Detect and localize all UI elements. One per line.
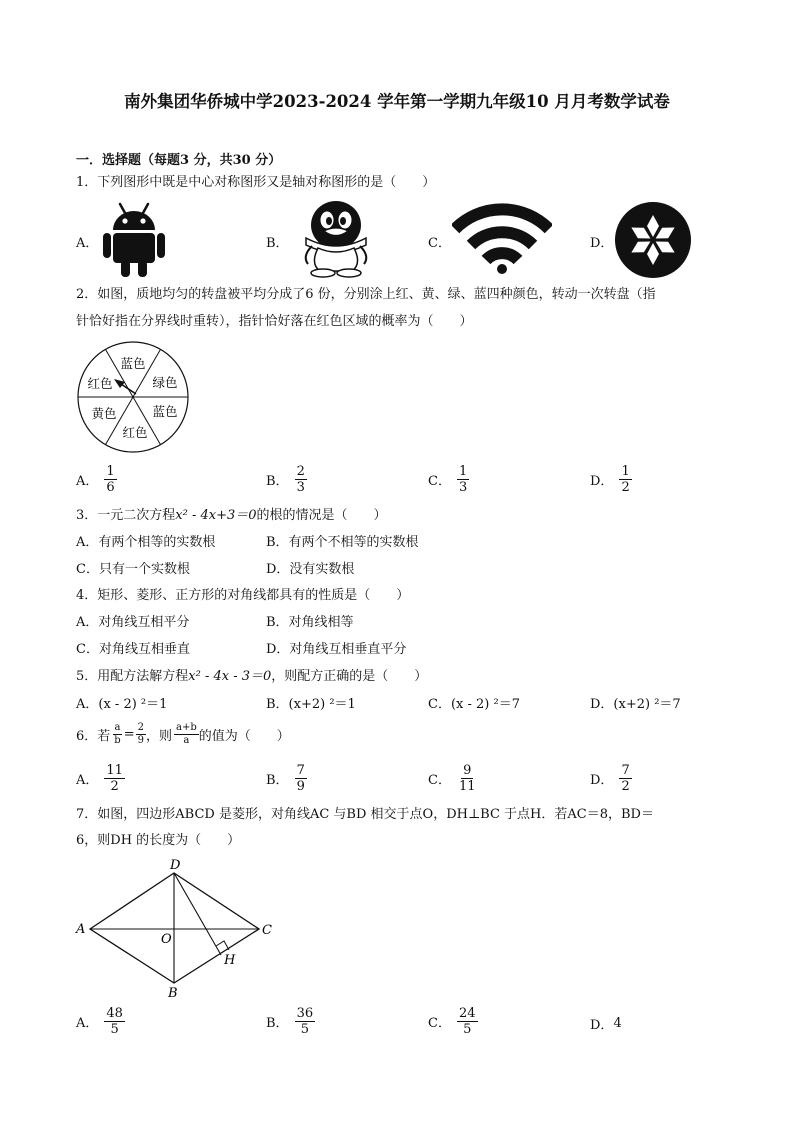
penguin-icon	[298, 198, 374, 278]
q3-option-a[interactable]: A．有两个相等的实数根	[76, 535, 216, 550]
spinner-figure	[76, 340, 190, 454]
q1-label-c: C．	[428, 236, 451, 251]
q1-label-d: D．	[590, 236, 614, 251]
fraction: $\frac{a+b}{a}$	[175, 722, 197, 746]
snowflake-icon	[614, 201, 692, 279]
fraction: $\frac{36}{5}$	[296, 1006, 314, 1037]
fraction: $\frac{1}{3}$	[458, 464, 468, 495]
q5-option-a[interactable]: A．(x - 2) ²＝1	[76, 697, 168, 712]
q2-option-b[interactable]: B． $\frac{2}{3}$	[266, 464, 305, 495]
sector-label: 黄色	[91, 406, 117, 421]
point-label-b: B	[168, 986, 178, 1001]
q1-label-b: B．	[266, 236, 289, 251]
q7-option-d[interactable]: D． 4	[590, 1016, 622, 1033]
fraction: $\frac{2}{9}$	[137, 722, 144, 746]
fraction: $\frac{9}{11}$	[458, 763, 476, 794]
section-heading: 一．选择题（每题3 分，共30 分）	[76, 153, 282, 168]
q5-option-b[interactable]: B．(x+2) ²＝1	[266, 697, 356, 712]
q2-option-a[interactable]: A． $\frac{1}{6}$	[76, 464, 115, 495]
sector-label: 红色	[122, 425, 148, 440]
sector-label: 蓝色	[120, 356, 146, 371]
rhombus-figure	[72, 855, 282, 1001]
q2-option-d[interactable]: D． $\frac{1}{2}$	[590, 464, 630, 495]
q6-option-b[interactable]: B． $\frac{7}{9}$	[266, 763, 305, 794]
q3-option-d[interactable]: D．没有实数根	[266, 562, 355, 577]
q5-option-d[interactable]: D．(x+2) ²＝7	[590, 697, 681, 712]
q7-stem-line2: 6，则DH 的长度为（ ）	[76, 833, 241, 848]
q5-stem: 5．用配方法解方程x² - 4x - 3＝0，则配方正确的是（ ）	[76, 669, 428, 684]
q2-option-c[interactable]: C． $\frac{1}{3}$	[428, 464, 468, 495]
q2-stem-line1: 2．如图，质地均匀的转盘被平均分成了6 份，分别涂上红、黄、绿、蓝四种颜色，转动一次转盘（指	[76, 287, 656, 302]
q4-stem: 4．矩形、菱形、正方形的对角线都具有的性质是（ ）	[76, 588, 410, 603]
fraction: $\frac{7}{2}$	[621, 763, 630, 794]
q3-option-b[interactable]: B．有两个不相等的实数根	[266, 535, 419, 550]
q3-option-c[interactable]: C．只有一个实数根	[76, 562, 190, 577]
point-label-d: D	[170, 858, 181, 873]
fraction: $\frac{7}{9}$	[296, 763, 305, 794]
fraction: $\frac{24}{5}$	[458, 1006, 476, 1037]
q6-stem: 6．若 $\frac{a}{b}$ = $\frac{2}{9}$ ，则 $\frac{a+b}{a}$ 的值为（ ）	[76, 722, 290, 746]
sector-label: 红色	[87, 376, 113, 391]
q1-label-a: A．	[76, 236, 99, 251]
q4-option-d[interactable]: D．对角线互相垂直平分	[266, 642, 407, 657]
point-label-c: C	[262, 923, 272, 938]
fraction: $\frac{a}{b}$	[114, 722, 121, 746]
point-label-h: H	[224, 953, 236, 968]
q1-stem: 1．下列图形中既是中心对称图形又是轴对称图形的是（ ）	[76, 175, 436, 190]
sector-label: 绿色	[152, 375, 178, 390]
sector-label: 蓝色	[152, 404, 178, 419]
q4-option-b[interactable]: B．对角线相等	[266, 615, 354, 630]
q6-options	[76, 763, 716, 799]
exam-title: 南外集团华侨城中学2023-2024 学年第一学期九年级10 月月考数学试卷	[124, 92, 670, 111]
q6-option-a[interactable]: A． $\frac{11}{2}$	[76, 763, 123, 794]
android-robot-icon	[102, 200, 166, 278]
q3-stem: 3．一元二次方程x² - 4x+3＝0的根的情况是（ ）	[76, 508, 387, 523]
fraction: $\frac{1}{6}$	[106, 464, 115, 495]
wifi-signal-icon	[452, 203, 552, 275]
q7-options	[76, 1006, 716, 1042]
q6-option-c[interactable]: C． $\frac{9}{11}$	[428, 763, 476, 794]
q7-option-b[interactable]: B． $\frac{36}{5}$	[266, 1006, 314, 1037]
q7-option-c[interactable]: C． $\frac{24}{5}$	[428, 1006, 476, 1037]
fraction: $\frac{1}{2}$	[621, 464, 630, 495]
fraction: $\frac{11}{2}$	[106, 763, 123, 794]
point-label-o: O	[161, 932, 172, 947]
q4-option-c[interactable]: C．对角线互相垂直	[76, 642, 190, 657]
fraction: $\frac{48}{5}$	[106, 1006, 123, 1037]
q2-options	[76, 464, 716, 500]
q2-stem-line2: 针恰好指在分界线时重转），指针恰好落在红色区域的概率为（ ）	[76, 314, 473, 329]
q7-stem-line1: 7．如图，四边形ABCD 是菱形，对角线AC 与BD 相交于点O，DH⊥BC 于点H．若AC＝8，BD＝	[76, 807, 654, 822]
q6-option-d[interactable]: D． $\frac{7}{2}$	[590, 763, 630, 794]
point-label-a: A	[76, 922, 86, 937]
q5-option-c[interactable]: C．(x - 2) ²＝7	[428, 697, 520, 712]
fraction: $\frac{2}{3}$	[296, 464, 305, 495]
q7-option-a[interactable]: A． $\frac{48}{5}$	[76, 1006, 123, 1037]
q4-option-a[interactable]: A．对角线互相平分	[76, 615, 190, 630]
